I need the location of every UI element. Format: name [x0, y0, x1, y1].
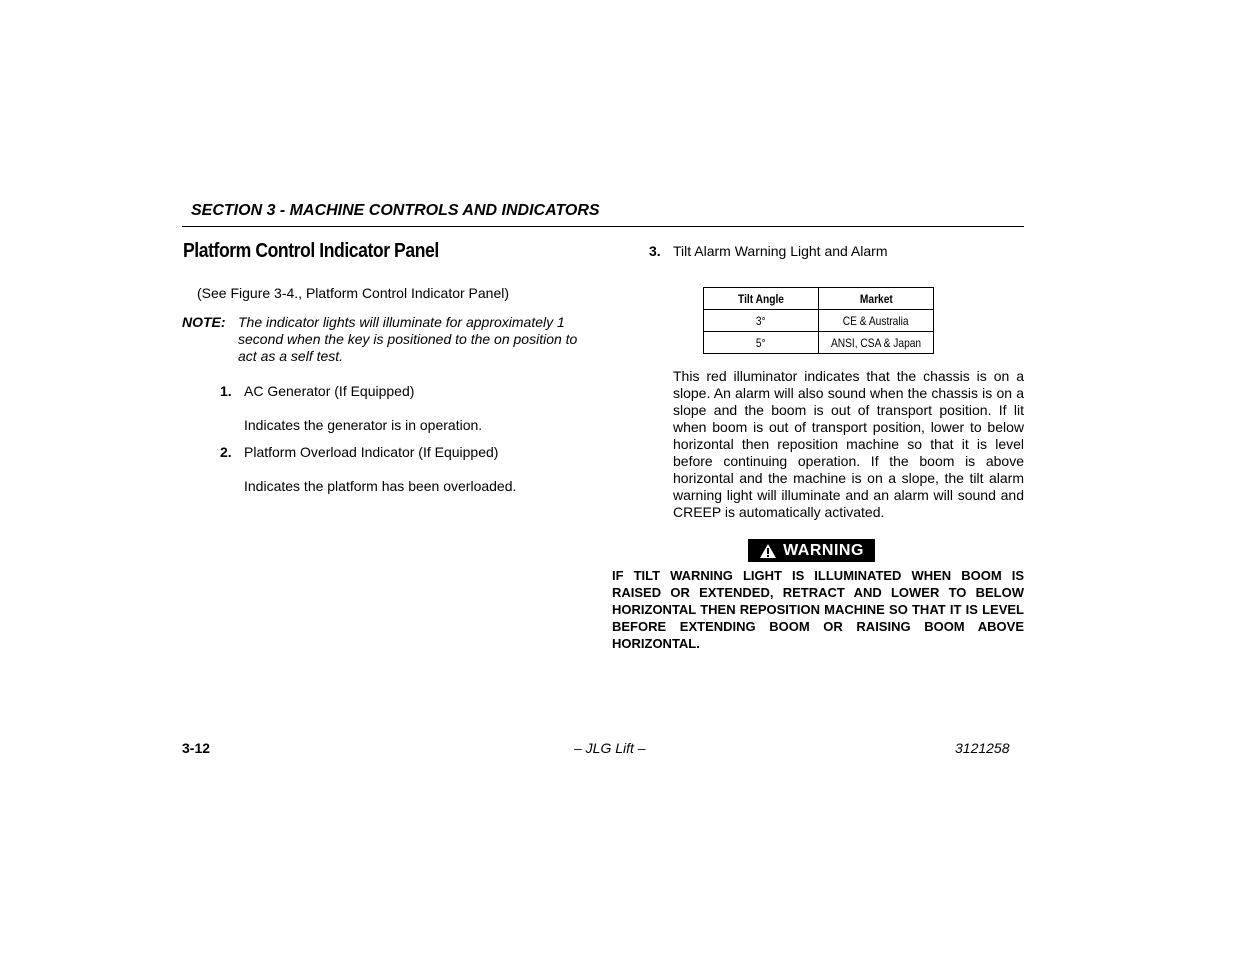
page-number: 3-12 [182, 740, 211, 756]
table-cell-angle: 3° [704, 310, 819, 332]
table-cell-angle: 5° [704, 332, 819, 354]
tilt-angle-table [703, 287, 934, 354]
footer-center-text: – JLG Lift – [574, 740, 646, 756]
note-text: The indicator lights will illuminate for approximately 1 second when the key is positioned to the on position to act as a self test. [238, 314, 578, 364]
item-2-description: Indicates the platform has been overloaded. [244, 478, 517, 494]
tilt-alarm-explanation: This red illuminator indicates that the chassis is on a slope. An alarm will also sound when the chassis is on a slope and the boom is out of transport position. If lit when boom is out of transport position, lower to below horizontal then reposition machine so that it is level before continuing operation. If the boom is above horizontal and the machine is on a slope, the tilt alarm warning light will illuminate and an alarm will sound and CREEP is automatically activated. [673, 368, 1024, 520]
item-3-number: 3. [649, 243, 661, 259]
section-header: SECTION 3 - MACHINE CONTROLS AND INDICATORS [191, 202, 600, 219]
warning-label: WARNING [783, 541, 864, 559]
document-number: 3121258 [955, 740, 1010, 756]
note-label: NOTE: [182, 314, 226, 330]
warning-badge [748, 539, 875, 562]
figure-reference: (See Figure 3-4., Platform Control Indicator Panel) [197, 285, 510, 301]
table-cell-market: CE & Australia [819, 310, 934, 332]
header-rule [182, 226, 1024, 227]
table-header-tilt-angle: Tilt Angle [704, 288, 819, 310]
warning-triangle-icon [759, 543, 777, 559]
page-title: Platform Control Indicator Panel [183, 240, 439, 262]
warning-text: IF TILT WARNING LIGHT IS ILLUMINATED WHEN BOOM IS RAISED OR EXTENDED, RETRACT AND LOWER TO BELOW HORIZONTAL THEN REPOSITION MACHINE SO THAT IT IS LEVEL BEFORE EXTENDING BOOM OR RAISING BOOM ABOVE HORIZONTAL. [612, 568, 1024, 651]
item-2-number: 2. [220, 444, 232, 460]
table-row [704, 332, 934, 354]
item-1-description: Indicates the generator is in operation. [244, 417, 483, 433]
item-3-label: Tilt Alarm Warning Light and Alarm [673, 243, 888, 259]
table-header-row [704, 288, 934, 310]
item-2-label: Platform Overload Indicator (If Equipped) [244, 444, 499, 460]
table-row [704, 310, 934, 332]
item-1-label: AC Generator (If Equipped) [244, 383, 415, 399]
item-1-number: 1. [220, 383, 232, 399]
table-cell-market: ANSI, CSA & Japan [819, 332, 934, 354]
table-header-market: Market [819, 288, 934, 310]
